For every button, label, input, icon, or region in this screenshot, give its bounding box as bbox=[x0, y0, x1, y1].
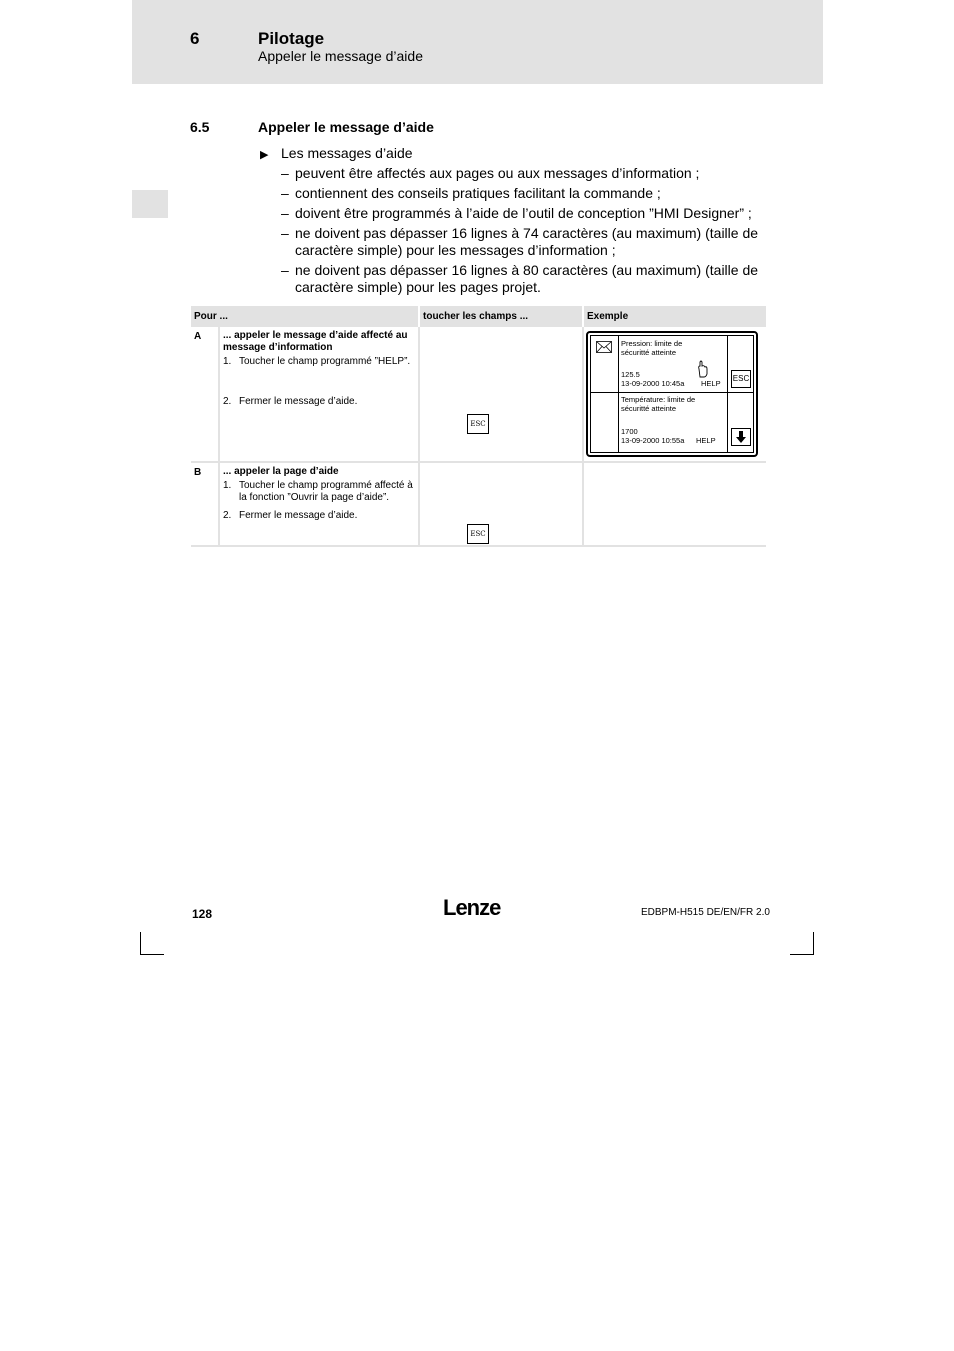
lenze-logo: Lenze bbox=[443, 895, 501, 920]
msg2-time: 13-09-2000 10:55a bbox=[621, 436, 685, 445]
chapter-title: Pilotage bbox=[258, 29, 325, 48]
help-table bbox=[191, 306, 766, 547]
envelope-icon bbox=[596, 341, 612, 353]
operator-panel bbox=[586, 331, 758, 457]
crop-mark bbox=[813, 932, 814, 955]
triangle-bullet-icon: ▶ bbox=[260, 149, 269, 161]
section-number: 6.5 bbox=[190, 119, 210, 135]
msg1-value: 125.5 bbox=[621, 370, 640, 379]
step-list bbox=[223, 480, 415, 522]
row-description bbox=[219, 462, 419, 546]
list-item: – ne doivent pas dépasser 16 lignes à 80 caractères (au maximum) (taille de caractère simple) pour les pages projet. bbox=[281, 262, 759, 295]
msg1-line1: Pression: limite de bbox=[621, 339, 683, 348]
step-list bbox=[223, 356, 415, 408]
table-row bbox=[191, 462, 766, 546]
msg2-value: 1700 bbox=[621, 427, 638, 436]
hand-pointer-icon bbox=[696, 360, 710, 378]
msg1-time: 13-09-2000 10:45a bbox=[621, 379, 685, 388]
step-item: 2. Fermer le message d’aide. bbox=[223, 510, 358, 521]
list-item: – contiennent des conseils pratiques facilitant la commande ; bbox=[281, 185, 661, 201]
step-item: 2. Fermer le message d’aide. bbox=[223, 396, 358, 407]
bullet-list bbox=[281, 165, 771, 299]
chapter-number: 6 bbox=[190, 29, 200, 48]
intro-line bbox=[260, 145, 413, 161]
list-item: – ne doivent pas dépasser 16 lignes à 74 caractères (au maximum) (taille de caractère simple) pour les messages d’information ; bbox=[281, 225, 759, 258]
header-band bbox=[132, 0, 823, 84]
row-example bbox=[583, 327, 766, 462]
step-item: 1. Toucher le champ programmé ”HELP”. bbox=[223, 356, 411, 367]
row-heading: ... appeler la page d’aide bbox=[223, 466, 339, 477]
list-item: – peuvent être affectés aux pages ou aux messages d’information ; bbox=[281, 165, 700, 181]
intro-text: Les messages d’aide bbox=[281, 145, 413, 161]
panel-screen bbox=[590, 335, 754, 453]
msg2-help-field[interactable]: HELP bbox=[696, 436, 716, 445]
row-example bbox=[583, 462, 766, 546]
esc-key[interactable]: ESC bbox=[467, 524, 489, 544]
msg1-line2: sécuritté atteinte bbox=[621, 348, 677, 357]
msg2-line2: sécuritté atteinte bbox=[621, 404, 677, 413]
crop-mark bbox=[790, 954, 814, 955]
chapter-subtitle: Appeler le message d’aide bbox=[258, 48, 423, 64]
row-touch-fields bbox=[419, 327, 583, 462]
row-heading: ... appeler le message d’aide affecté au message d’information bbox=[223, 330, 408, 353]
row-label: A bbox=[191, 327, 219, 462]
document-id: EDBPM-H515 DE/EN/FR 2.0 bbox=[641, 907, 770, 918]
header-exemple: Exemple bbox=[583, 306, 766, 327]
header-pour: Pour ... bbox=[191, 306, 419, 327]
table-row bbox=[191, 327, 766, 462]
esc-key[interactable]: ESC bbox=[467, 414, 489, 434]
side-tab bbox=[132, 190, 168, 218]
page-number: 128 bbox=[192, 907, 213, 921]
header-toucher: toucher les champs ... bbox=[419, 306, 583, 327]
crop-mark bbox=[140, 932, 141, 955]
scroll-down-button[interactable] bbox=[731, 428, 751, 446]
row-label: B bbox=[191, 462, 219, 546]
row-touch-fields bbox=[419, 462, 583, 546]
msg1-help-field[interactable]: HELP bbox=[701, 379, 721, 388]
panel-esc-button[interactable]: ESC bbox=[731, 370, 751, 388]
arrow-down-icon bbox=[732, 429, 750, 445]
crop-mark bbox=[140, 954, 164, 955]
section-title: Appeler le message d’aide bbox=[258, 119, 434, 135]
row-description bbox=[219, 327, 419, 462]
table-header-row bbox=[191, 306, 766, 327]
msg2-line1: Température: limite de bbox=[621, 395, 696, 404]
step-item: 1. Toucher le champ programmé affecté à la fonction ”Ouvrir la page d’aide”. bbox=[223, 480, 413, 503]
list-item: – doivent être programmés à l’aide de l’outil de conception ”HMI Designer” ; bbox=[281, 205, 752, 221]
